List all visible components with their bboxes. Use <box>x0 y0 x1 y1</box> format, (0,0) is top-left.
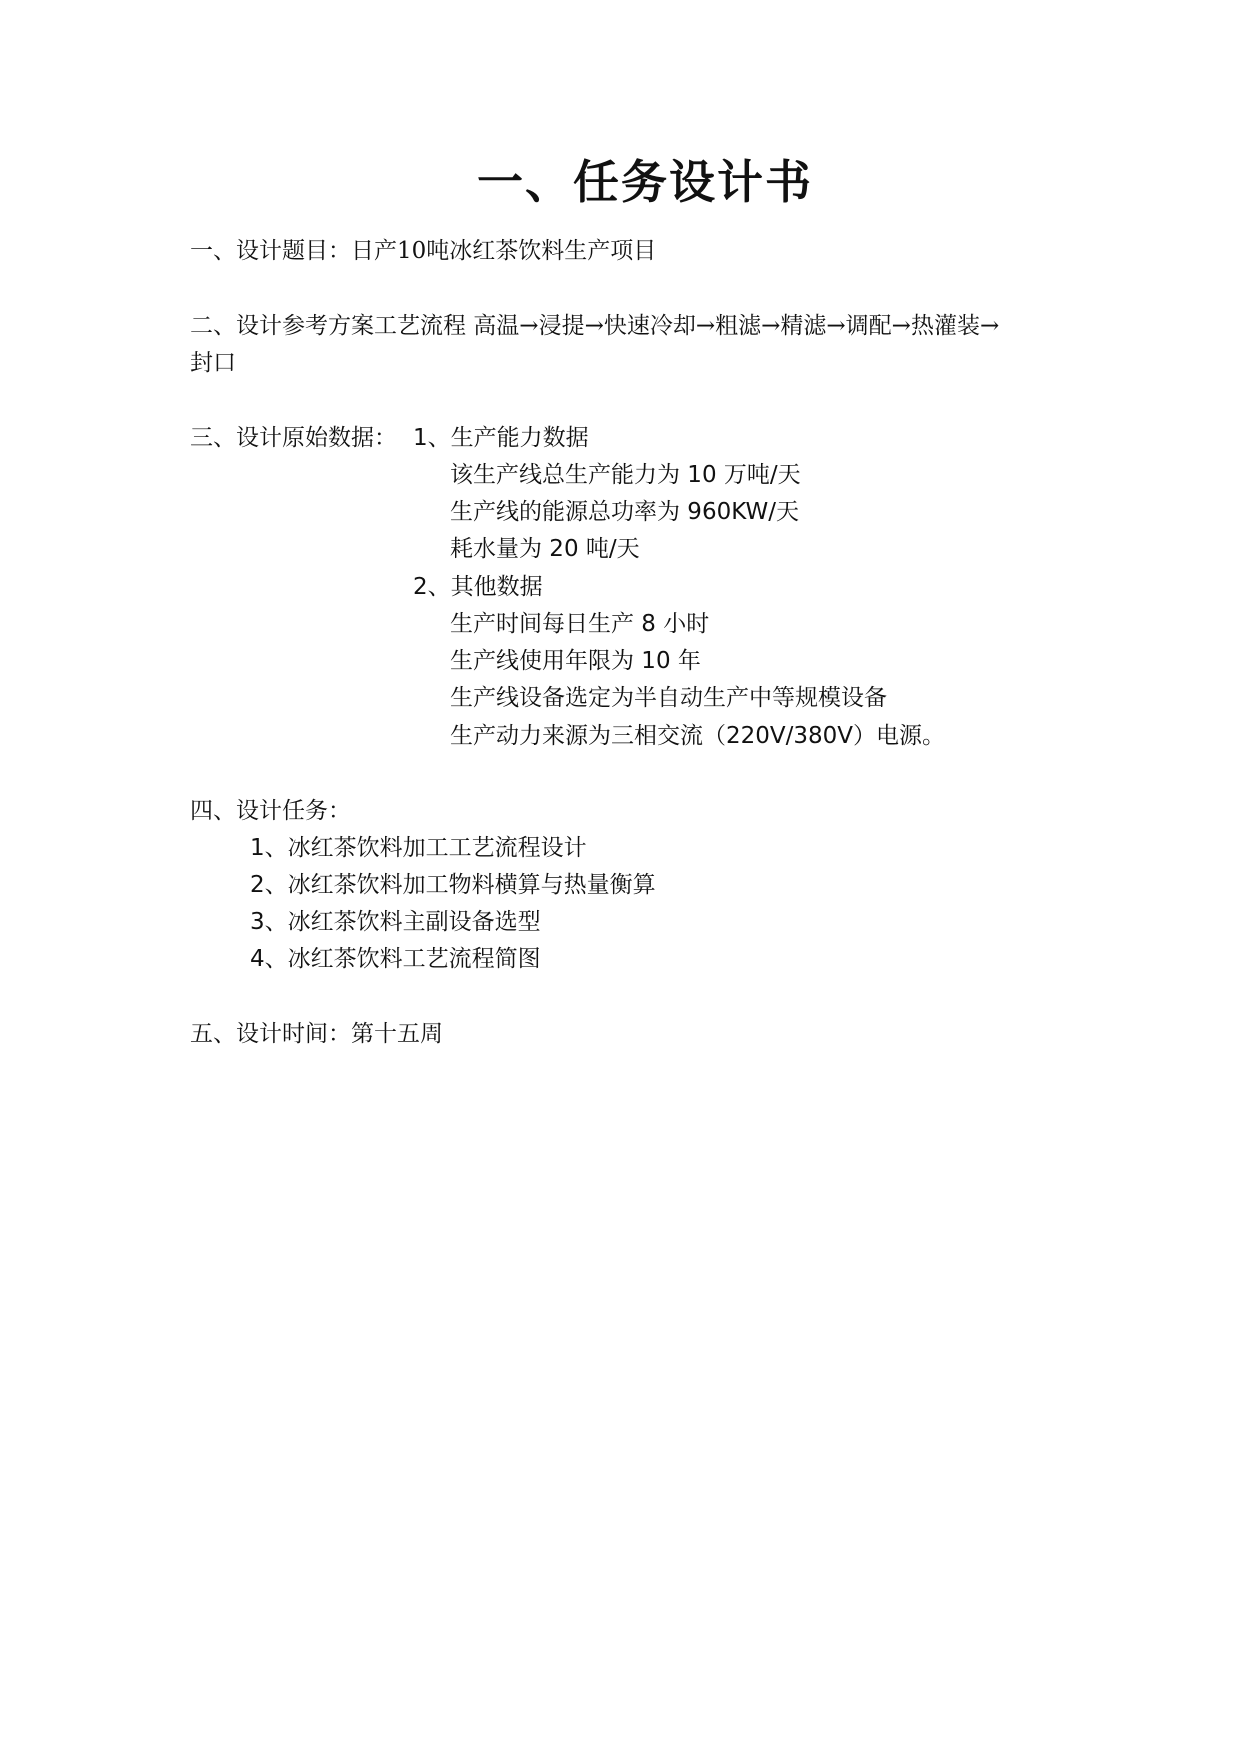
design-topic: 一、设计题目：日产10吨冰红茶饮料生产项目 <box>190 238 657 264</box>
process-flow-line-2: 封口 <box>190 350 236 376</box>
other-data-item: 生产线设备选定为半自动生产中等规模设备 <box>450 685 887 711</box>
process-flow-line-1: 二、设计参考方案工艺流程 高温→浸提→快速冷却→粗滤→精滤→调配→热灌装→ <box>190 313 1000 339</box>
page-title: 一、任务设计书 <box>477 155 813 209</box>
design-task-item: 3、冰红茶饮料主副设备选型 <box>250 909 541 935</box>
other-data-label: 2、其他数据 <box>413 574 543 600</box>
capacity-item: 生产线的能源总功率为 960KW/天 <box>450 499 799 525</box>
other-data-item: 生产时间每日生产 8 小时 <box>450 611 710 637</box>
other-data-item: 生产线使用年限为 10 年 <box>450 648 701 674</box>
capacity-item: 耗水量为 20 吨/天 <box>450 536 640 562</box>
original-data-heading: 三、设计原始数据： <box>190 425 397 451</box>
design-time: 五、设计时间：第十五周 <box>190 1021 443 1047</box>
design-task-item: 1、冰红茶饮料加工工艺流程设计 <box>250 835 587 861</box>
design-task-item: 4、冰红茶饮料工艺流程简图 <box>250 946 541 972</box>
capacity-data-label: 1、生产能力数据 <box>413 425 589 451</box>
design-task-item: 2、冰红茶饮料加工物料横算与热量衡算 <box>250 872 656 898</box>
other-data-item: 生产动力来源为三相交流（220V/380V）电源。 <box>450 723 946 749</box>
design-tasks-heading: 四、设计任务： <box>190 798 351 824</box>
capacity-item: 该生产线总生产能力为 10 万吨/天 <box>450 462 801 488</box>
